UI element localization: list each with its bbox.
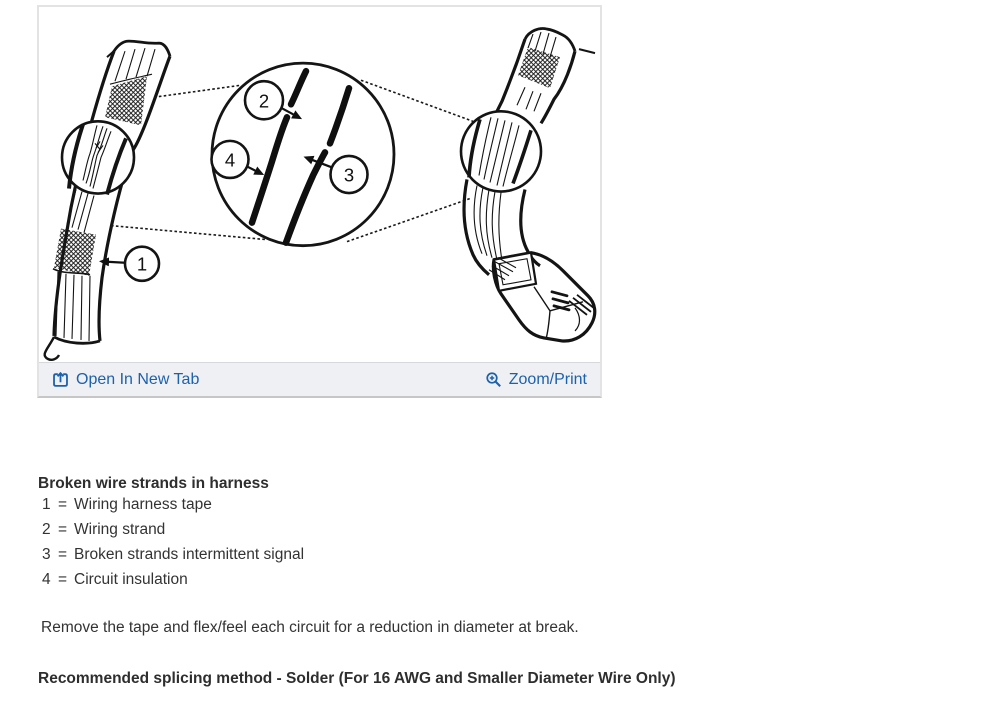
equals-sign: = <box>58 546 68 563</box>
callout-2-number: 2 <box>258 90 270 112</box>
legend-label: Wiring strand <box>74 521 166 538</box>
image-viewer-panel <box>37 5 602 398</box>
wiring-harness-figure <box>39 7 600 362</box>
legend-item <box>38 567 304 592</box>
section-heading: Broken wire strands in harness <box>38 475 269 492</box>
right-harness-drawing <box>461 29 595 341</box>
legend-number: 4 <box>42 571 51 588</box>
equals-sign: = <box>58 496 68 513</box>
viewer-toolbar <box>39 362 600 396</box>
callout-4-number: 4 <box>224 149 236 171</box>
splicing-method-heading: Recommended splicing method - Solder (For 16 AWG and Smaller Diameter Wire Only) <box>38 670 676 687</box>
legend-number: 1 <box>42 496 51 513</box>
callout-legend <box>38 492 304 592</box>
open-in-new-tab-link[interactable] <box>52 371 199 388</box>
legend-item <box>38 492 304 517</box>
zoom-print-link[interactable] <box>485 371 587 388</box>
legend-item <box>38 542 304 567</box>
legend-label: Wiring harness tape <box>74 496 212 513</box>
legend-item <box>38 517 304 542</box>
callout-3-number: 3 <box>343 164 355 186</box>
callout-1-number: 1 <box>136 253 148 275</box>
equals-sign: = <box>58 571 68 588</box>
connector-drawing <box>489 253 595 341</box>
instruction-paragraph: Remove the tape and flex/feel each circuit for a reduction in diameter at break. <box>41 619 579 636</box>
equals-sign: = <box>58 521 68 538</box>
legend-number: 3 <box>42 546 51 563</box>
legend-number: 2 <box>42 521 51 538</box>
legend-label: Broken strands intermittent signal <box>74 546 305 563</box>
tape-hatch-right <box>518 47 560 88</box>
open-in-new-tab-icon <box>52 371 69 388</box>
zoom-print-label: Zoom/Print <box>508 370 587 388</box>
magnified-detail-circle <box>212 63 395 246</box>
open-in-new-tab-label: Open In New Tab <box>76 370 200 388</box>
left-harness-drawing <box>45 41 170 360</box>
zoom-in-icon <box>485 371 502 388</box>
legend-label: Circuit insulation <box>74 571 188 588</box>
tape-hatch-lower-left <box>54 229 96 276</box>
callout-1 <box>107 247 159 281</box>
wiring-diagram <box>39 7 600 362</box>
